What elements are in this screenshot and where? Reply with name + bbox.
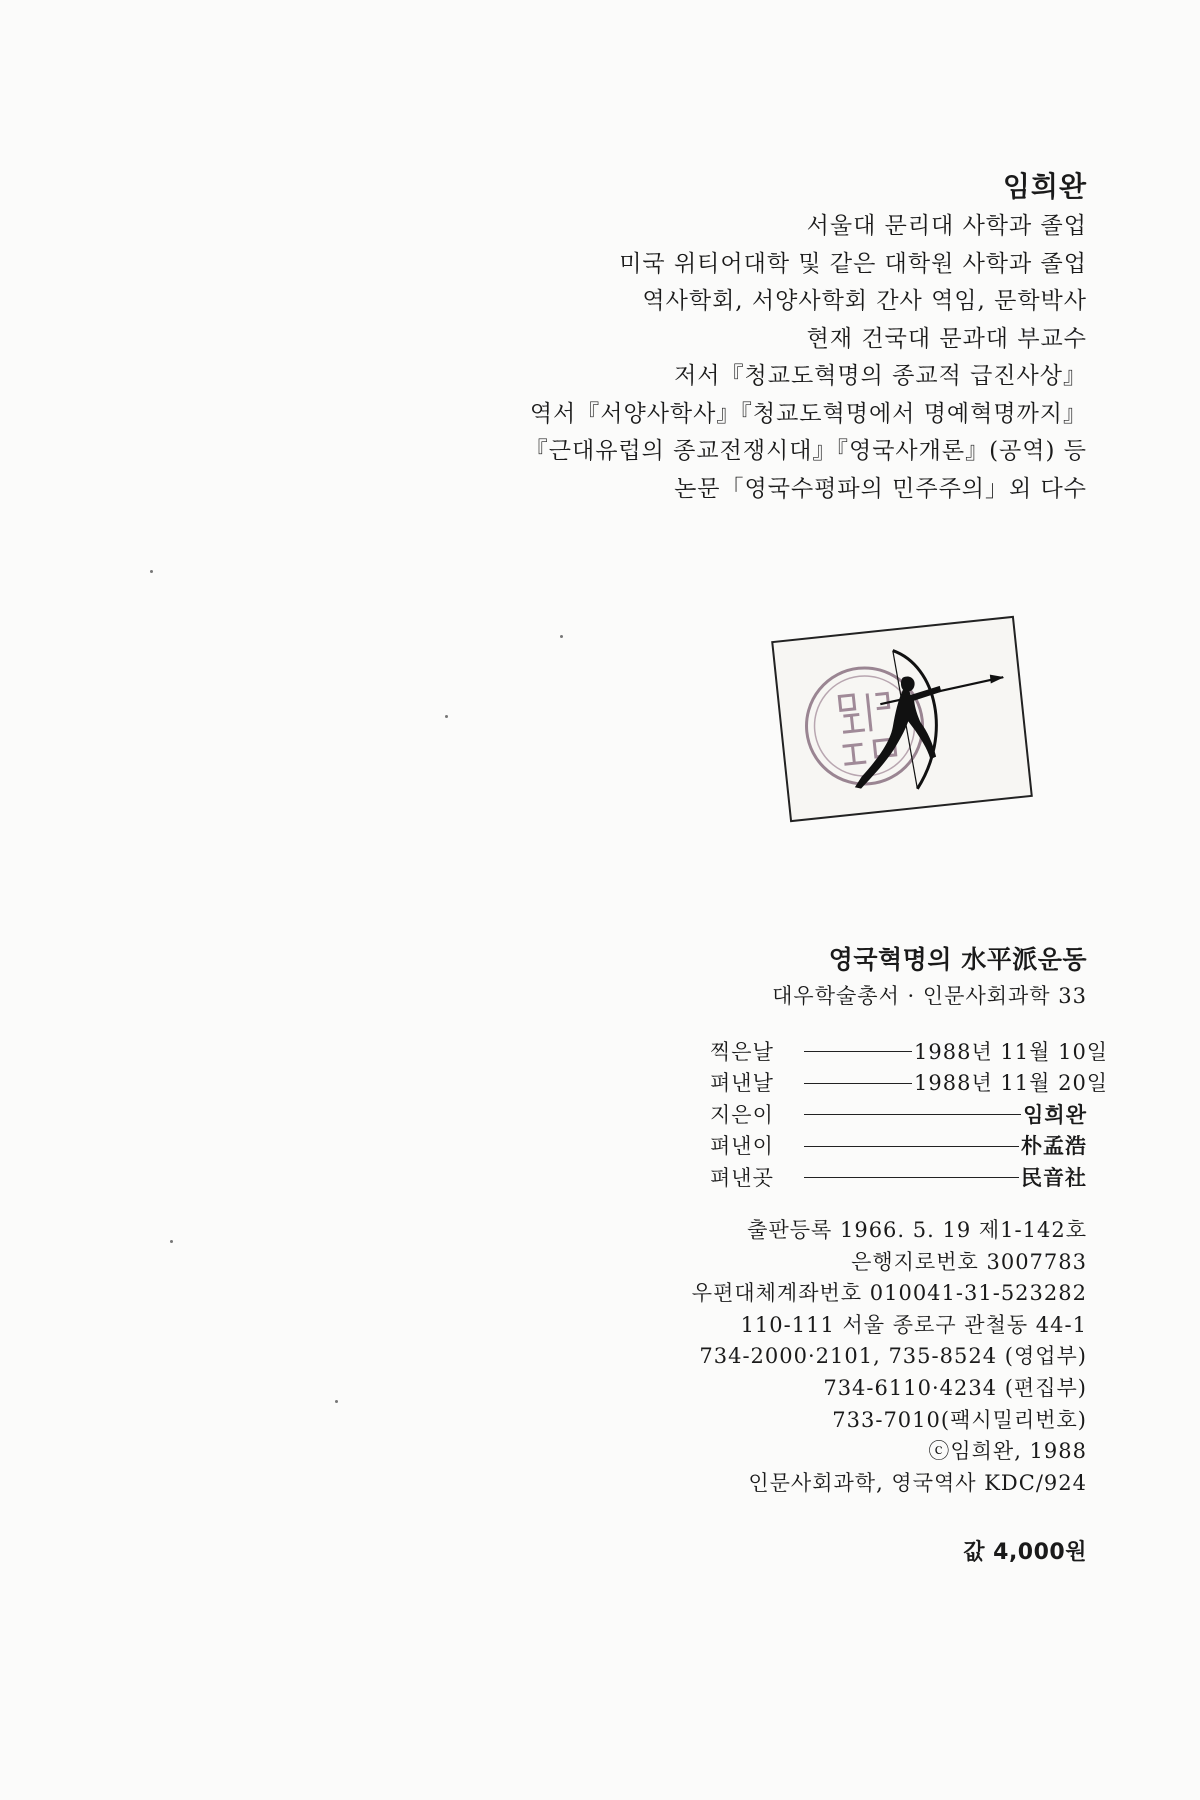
- pub-value: 1988년 11월 20일: [914, 1071, 1109, 1096]
- pub-value: 朴孟浩: [1021, 1134, 1087, 1159]
- pub-value: 民音社: [1021, 1165, 1087, 1190]
- archer-seal-stamp-icon: [771, 616, 1033, 823]
- paper-speck: [335, 1400, 338, 1403]
- pub-row-print-date: [710, 1035, 1109, 1067]
- pub-row-author: [710, 1098, 1087, 1130]
- pub-label: 펴낸곳: [710, 1165, 774, 1190]
- bio-line: 저서『청교도혁명의 종교적 급진사상』: [674, 363, 1087, 389]
- price: 값 4,000원: [963, 1540, 1087, 1565]
- imprint-line: 733-7010(팩시밀리번호): [832, 1407, 1087, 1432]
- pub-value: 1988년 11월 10일: [914, 1039, 1109, 1064]
- imprint-line: 출판등록 1966. 5. 19 제1-142호: [747, 1218, 1087, 1242]
- pub-value: 임희완: [1023, 1102, 1087, 1127]
- paper-speck: [150, 570, 153, 573]
- imprint-line: ⓒ임희완, 1988: [928, 1439, 1087, 1464]
- author-bio: [525, 208, 1087, 508]
- leader-line: [804, 1051, 912, 1052]
- bio-line: 역서『서양사학사』『청교도혁명에서 명예혁명까지』: [529, 400, 1087, 427]
- imprint-info: [692, 1215, 1087, 1499]
- imprint-line: 은행지로번호 3007783: [851, 1249, 1087, 1274]
- imprint-line: 인문사회과학, 영국역사 KDC/924: [748, 1470, 1087, 1495]
- bio-line: 미국 위티어대학 및 같은 대학원 사학과 졸업: [619, 250, 1087, 277]
- pub-label: 찍은날: [710, 1039, 774, 1064]
- bio-line: 『근대유럽의 종교전쟁시대』『영국사개론』(공역) 등: [524, 438, 1087, 464]
- leader-line: [804, 1114, 1021, 1115]
- bio-line: 서울대 문리대 사학과 졸업: [806, 213, 1087, 239]
- paper-speck: [445, 715, 448, 718]
- pub-label: 펴낸날: [710, 1071, 774, 1096]
- paper-speck: [170, 1240, 173, 1243]
- publication-details: [710, 1035, 1109, 1193]
- bio-line: 논문「영국수평파의 민주주의」외 다수: [674, 475, 1087, 502]
- leader-line: [804, 1177, 1019, 1178]
- bio-line: 역사학회, 서양사학회 간사 역임, 문학박사: [642, 288, 1087, 314]
- pub-row-publish-date: [710, 1067, 1109, 1099]
- pub-label: 지은이: [710, 1102, 774, 1127]
- pub-row-publisher: [710, 1130, 1087, 1162]
- leader-line: [804, 1083, 912, 1084]
- bio-line: 현재 건국대 문과대 부교수: [806, 325, 1087, 352]
- leader-line: [804, 1146, 1019, 1147]
- paper-speck: [560, 635, 563, 638]
- imprint-line: 734-2000·2101, 735-8524 (영업부): [699, 1344, 1087, 1369]
- author-name: 임희완: [1002, 170, 1087, 203]
- pub-label: 펴낸이: [710, 1134, 774, 1159]
- imprint-line: 734-6110·4234 (편집부): [823, 1375, 1087, 1400]
- imprint-line: 110-111 서울 종로구 관철동 44-1: [740, 1312, 1087, 1337]
- imprint-line: 우편대체계좌번호 010041-31-523282: [691, 1281, 1087, 1306]
- series-name: 대우학술총서 · 인문사회과학 33: [772, 984, 1087, 1008]
- book-title: 영국혁명의 水平派운동: [828, 945, 1087, 974]
- pub-row-publishing-house: [710, 1161, 1087, 1193]
